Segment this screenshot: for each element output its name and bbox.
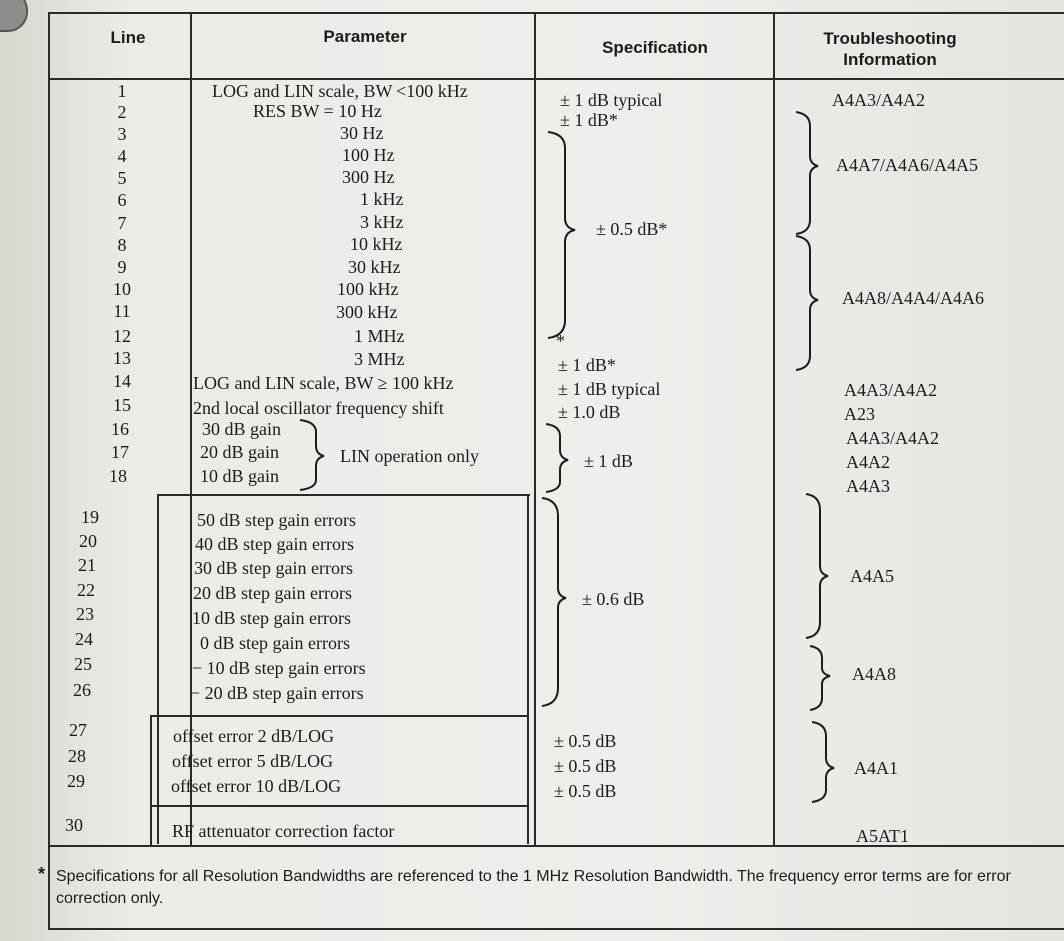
parameter-text: RF attenuator correction factor [172, 821, 395, 841]
header-parameter: Parameter [323, 27, 407, 46]
trouble-brace-lines-27-29 [812, 722, 834, 802]
trouble-brace-lines-19-23 [806, 494, 828, 638]
parameter-text: 10 dB step gain errors [192, 608, 351, 628]
line-number: 27 [69, 720, 87, 740]
line-number: 2 [117, 102, 127, 122]
trouble-ref: A4A3/A4A2 [844, 380, 937, 400]
line-number: 10 [113, 279, 131, 299]
parameter-text: − 10 dB step gain errors [192, 658, 366, 678]
parameter-text: LOG and LIN scale, BW ≥ 100 kHz [193, 373, 454, 393]
lin-operation-note: LIN operation only [340, 446, 479, 466]
parameter-text: 0 dB step gain errors [200, 633, 350, 653]
line-number: 14 [113, 371, 131, 391]
parameter-text: LOG and LIN scale, BW <100 kHz [212, 81, 468, 101]
trouble-ref: A4A2 [846, 452, 890, 472]
trouble-brace-lines-8-13 [796, 236, 818, 370]
parameter-text: 10 dB gain [200, 466, 279, 486]
trouble-ref: A4A3/A4A2 [832, 90, 925, 110]
spec-value: ± 1 dB typical [560, 90, 663, 110]
header-specification: Specification [602, 38, 708, 57]
header-line: Line [110, 28, 146, 47]
parameter-text: offset error 2 dB/LOG [173, 726, 335, 746]
line-number: 9 [117, 257, 127, 277]
footnote-marker: * [38, 864, 46, 884]
line-number: 30 [65, 815, 83, 835]
trouble-ref: A4A5 [850, 566, 894, 586]
line-number: 13 [113, 348, 131, 368]
parameter-text: 100 Hz [342, 145, 395, 165]
line-number: 6 [117, 190, 127, 210]
line-number: 21 [78, 555, 96, 575]
spec-brace-lines-3-12 [548, 132, 575, 338]
parameter-text: 3 MHz [354, 349, 405, 369]
line-number: 25 [74, 654, 92, 674]
parameter-text: 30 dB gain [202, 419, 281, 439]
spec-value: ± 0.5 dB [554, 781, 617, 801]
parameter-text: 1 kHz [360, 189, 404, 209]
trouble-ref: A5AT1 [856, 826, 909, 846]
trouble-ref: A23 [844, 404, 875, 424]
line-number: 16 [111, 419, 129, 439]
trouble-ref: A4A3/A4A2 [846, 428, 939, 448]
line-number: 18 [109, 466, 127, 486]
parameter-text: 10 kHz [350, 234, 403, 254]
lin-operation-brace [300, 420, 324, 490]
line-number: 15 [113, 395, 131, 415]
trouble-ref: A4A3 [846, 476, 890, 496]
parameter-text: 20 dB gain [200, 442, 279, 462]
parameter-text: 30 Hz [340, 123, 384, 143]
line-number: 17 [111, 442, 129, 462]
line-number: 12 [113, 326, 131, 346]
parameter-text: − 20 dB step gain errors [190, 683, 364, 703]
line-number: 11 [113, 301, 131, 321]
spec-value: ± 1.0 dB [558, 402, 621, 422]
header-troubleshooting: Troubleshooting Information [823, 29, 957, 69]
parameter-text: 30 kHz [348, 257, 401, 277]
parameter-text: 50 dB step gain errors [197, 510, 356, 530]
line-number: 7 [117, 213, 127, 233]
parameter-text: RES BW = 10 Hz [253, 101, 382, 121]
parameter-text: 20 dB step gain errors [193, 583, 352, 603]
spec-value: ± 0.5 dB [554, 731, 617, 751]
parameter-text: 100 kHz [337, 279, 399, 299]
parameter-text: 1 MHz [354, 326, 405, 346]
parameter-text: 300 kHz [336, 302, 398, 322]
parameter-text: 3 kHz [360, 212, 404, 232]
line-number: 29 [67, 771, 85, 791]
line-number: 20 [79, 531, 97, 551]
spec-brace-lines-16-18 [546, 424, 568, 492]
trouble-ref: A4A8 [852, 664, 896, 684]
trouble-brace-lines-24-26 [810, 646, 830, 710]
spec-value: ± 1 dB* [560, 110, 618, 130]
trouble-ref: A4A7/A4A6/A4A5 [836, 155, 978, 175]
line-number: 4 [117, 146, 127, 166]
parameter-text: offset error 10 dB/LOG [171, 776, 342, 796]
line-number: 3 [117, 124, 127, 144]
line-number: 23 [76, 604, 94, 624]
line-number: 26 [73, 680, 91, 700]
parameter-text: offset error 5 dB/LOG [172, 751, 334, 771]
line-number: 28 [68, 746, 86, 766]
spec-value: ± 0.5 dB [554, 756, 617, 776]
spec-value: ± 1 dB typical [558, 379, 661, 399]
spec-brace-lines-19-26 [542, 498, 566, 706]
spec-value: ± 0.5 dB* [596, 219, 668, 239]
line-number: 5 [117, 168, 127, 188]
trouble-ref: A4A8/A4A4/A4A6 [842, 288, 984, 308]
spec-value: ± 0.6 dB [582, 589, 645, 609]
parameter-text: 300 Hz [342, 167, 395, 187]
spec-value: * [556, 331, 565, 351]
line-number: 19 [81, 507, 99, 527]
trouble-ref: A4A1 [854, 758, 898, 778]
parameter-text: 2nd local oscillator frequency shift [193, 398, 444, 418]
trouble-brace-lines-2-7 [796, 112, 818, 234]
line-number: 24 [75, 629, 93, 649]
line-number: 22 [77, 580, 95, 600]
footnote-text: Specifications for all Resolution Bandwidths are referenced to the 1 MHz Resolution Bandwidth. The frequency error terms are for error correction only. [56, 868, 1011, 907]
line-number: 8 [117, 235, 127, 255]
spec-value: ± 1 dB [584, 451, 633, 471]
line-number: 1 [117, 81, 127, 101]
parameter-text: 30 dB step gain errors [194, 558, 353, 578]
spec-value: ± 1 dB* [558, 355, 616, 375]
parameter-text: 40 dB step gain errors [195, 534, 354, 554]
